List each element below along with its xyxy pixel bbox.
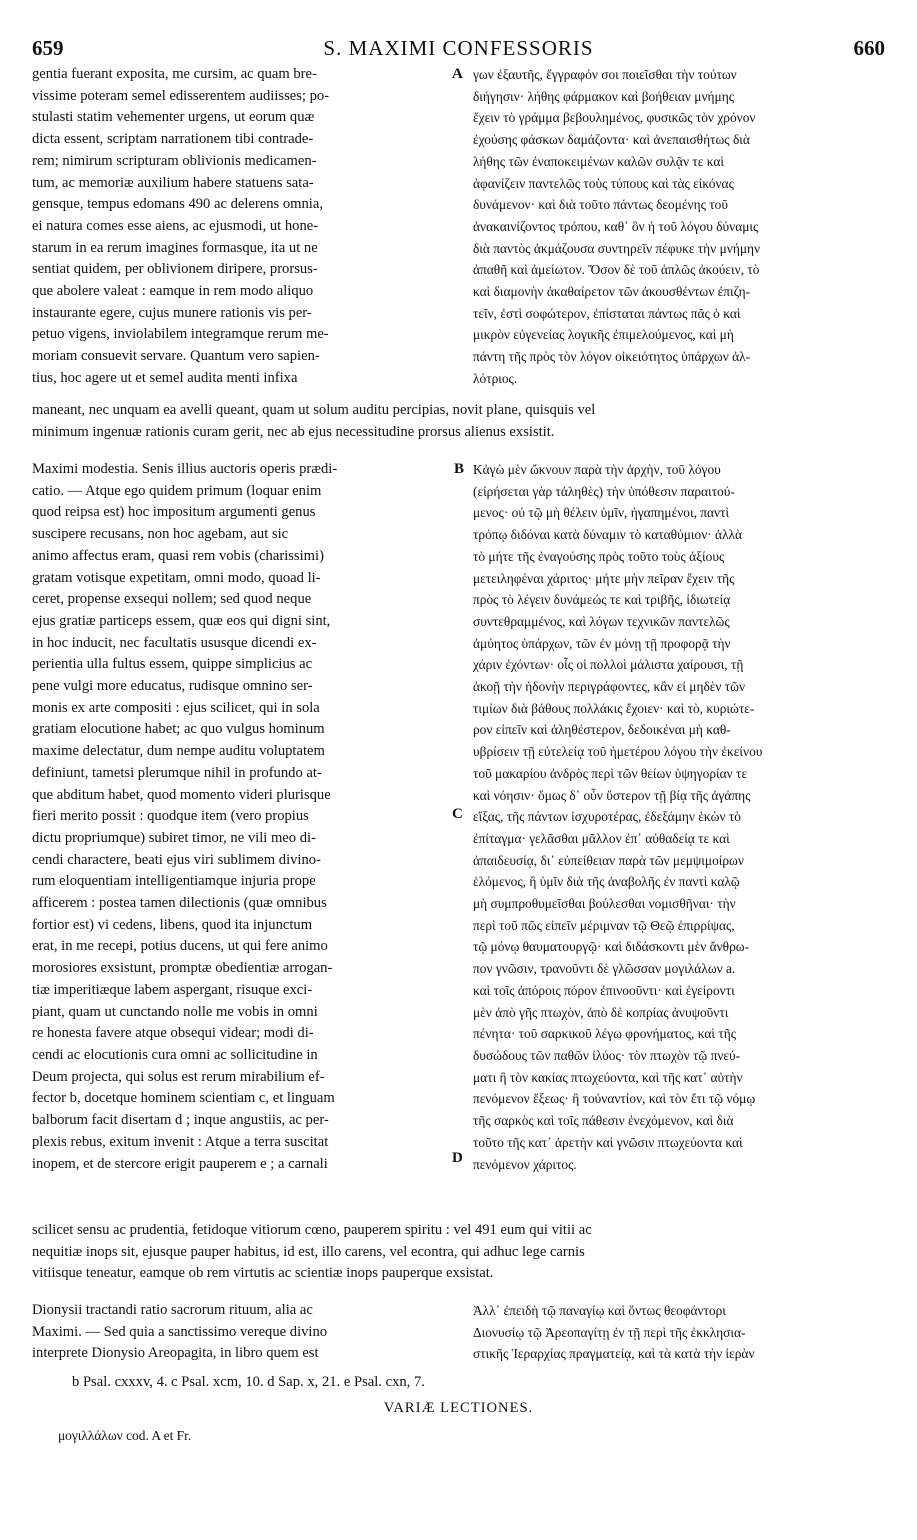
latin-text-line: que abditum habet, quod momento videri plurisque xyxy=(32,786,331,803)
latin-text-line: definiunt, tametsi plerumque nihil in profundo at- xyxy=(32,764,322,781)
greek-text-line: ἀφανίζειν παντελῶς τοὺς τύπους καὶ τὰς εἰκόνας xyxy=(473,175,734,191)
greek-text-line: πένητα· τοῦ σαρκικοῦ λέγω φρονήματος, καὶ τῆς xyxy=(473,1026,737,1042)
greek-text-line: δυνάμενον· καὶ διὰ τοῦτο πάντως δεομένης τοῦ xyxy=(473,197,728,213)
greek-text-line: διήγησιν· λήθης φάρμακον καὶ βοήθειαν μνήμης xyxy=(473,88,735,104)
latin-text-line: quod reipsa est) hoc impositum argumenti genus xyxy=(32,504,316,521)
latin-text-line: Deum projecta, qui solus est rerum mirabilium ef- xyxy=(32,1068,325,1085)
latin-text-line: piant, quam ut cunctando nolle me vobis in omni xyxy=(32,1003,318,1020)
greek-text-line: μὲν ἀπὸ γῆς πτωχὸν, ἀπὸ δὲ κοπρίας ἀνυψοῦντι xyxy=(473,1004,729,1020)
greek-text-line: λήθης τῶν ἐναποκειμένων καλῶν συλᾷν τε καὶ xyxy=(473,153,724,169)
greek-text-line: γων ἐξαυτῆς, ἔγγραφόν σοι ποιεῖσθαι τὴν τούτων xyxy=(473,67,737,82)
latin-text-line: gensque, tempus edomans 490 ac delerens omnia, xyxy=(32,196,323,213)
latin-column-section-1 xyxy=(32,64,445,390)
greek-text-line: τιμίων διὰ βάθους πολλάκις ἔχοιεν· καὶ τὸ, κυριώτε- xyxy=(473,700,755,716)
page-number-right: 660 xyxy=(853,36,885,60)
latin-text-line: nequitiæ inops sit, ejusque pauper habitus, id est, illo carens, vel econtra, qui adhuc lege carnis xyxy=(32,1243,585,1260)
latin-text-line: ejus gratiæ particeps essem, quæ eos qui digni sint, xyxy=(32,612,331,629)
latin-text-line: balborum facit disertam d ; inque angustiis, ac per- xyxy=(32,1112,329,1129)
page-header xyxy=(32,36,885,62)
latin-text-line: inopem, et de stercore erigit pauperem e ; a carnali xyxy=(32,1155,328,1172)
latin-text-line: fector b, docetque hominem scientiam c, et linguam xyxy=(32,1090,335,1107)
latin-text-line: vissime poteram semel edisserentem audiisses; po- xyxy=(32,87,330,104)
margin-marker-a: A xyxy=(452,66,463,82)
latin-text-line: minimum ingenuæ rationis curam gerit, nec ab ejus necessitudine prorsus alienus exsistit. xyxy=(32,423,555,440)
latin-text-line: pene vulgi more educatus, rudisque omnino ser- xyxy=(32,678,313,695)
greek-text-line: τεῖν, ἐστὶ σοφώτερον, ἐπίσταται πάντως πᾶς ὁ καὶ xyxy=(473,305,741,321)
variant-reading: μογιλλάλων cod. A et Fr. xyxy=(58,1428,192,1443)
full-width-text-section-1 xyxy=(32,400,885,443)
latin-text-line: monis ex arte compositi : ejus scilicet, qui in sola xyxy=(32,699,320,716)
greek-text-line: πάντη τῆς πρὸς τὸν λόγον οἰκειότητος ὑπάρχων ἀλ- xyxy=(473,349,751,365)
page-number-left: 659 xyxy=(32,36,64,60)
latin-text-line: tius, hoc agere ut et semel audita menti infixa xyxy=(32,369,298,386)
greek-text-line: εἴξας, τῆς πάντων ἰσχυροτέρας, ἐδεξάμην ἑκὼν τὸ xyxy=(473,809,741,825)
latin-text-line: starum in ea rerum imagines formasque, ita ut ne xyxy=(32,239,318,256)
latin-text-line: maneant, nec unquam ea avelli queant, quam ut solum auditu percipias, novit plane, quisquis vel xyxy=(32,402,596,418)
variae-lectiones-heading: VARIÆ LECTIONES. xyxy=(383,1400,534,1416)
greek-text-line: υβρίσειν τῇ εὐτελείᾳ τοῦ ἡμετέρου λόγου τὴν ἐκείνου xyxy=(473,744,763,760)
greek-text-line: ἔχειν τὸ γράμμα βεβουλημένος, φυσικῶς τὸν χρόνον xyxy=(473,110,756,126)
latin-text-line: cendi ac elocutionis cura omni ac sollicitudine in xyxy=(32,1046,318,1063)
latin-text-line: morosiores exsistunt, promptæ obedientiæ arrogan- xyxy=(32,960,333,977)
latin-text-line: rem; nimirum scripturam oblivionis medicamen- xyxy=(32,152,317,169)
latin-text-line: rum eloquentiam intelligentiamque injuria prope xyxy=(32,873,316,890)
latin-text-line: sentiat quidem, per oblivionem diripere, prorsus- xyxy=(32,261,318,278)
greek-text-line: καὶ τοῖς ἀπόροις πόρον ἐπινοοῦντι· καὶ ἐγείροντι xyxy=(473,982,735,998)
greek-text-line: τῷ μόνῳ θαυματουργῷ· καὶ διδάσκοντι μὲν ἄνθρω- xyxy=(473,939,750,955)
running-title: S. MAXIMI CONFESSORIS xyxy=(323,36,594,60)
latin-text-line: cendi charactere, beati ejus viri sublimem divino- xyxy=(32,851,321,868)
greek-text-line: ἀμύητος ὑπάρχων, τῶν ἐν μόνῃ τῇ προφορᾷ τὴν xyxy=(473,635,731,651)
latin-text-line: tiæ imperitiæque labem aspergant, risuque exci- xyxy=(32,981,313,998)
greek-text-line: καὶ νόησιν· ὅμως δ᾽ οὖν ὕστερον τῇ βίᾳ τῆς ἀγάπης xyxy=(473,787,751,803)
latin-text-line: que abolere valeat : eamque in rem modo aliquo xyxy=(32,283,314,300)
latin-text-line: erat, in me recepi, potius ducens, ut qui fere animo xyxy=(32,938,328,955)
greek-text-line: ἐπίταγμα· γελᾶσθαι μᾶλλον ἐπ᾽ αὐθαδείᾳ τε καὶ xyxy=(473,830,730,846)
margin-marker-b: B xyxy=(454,461,465,477)
latin-text-line: catio. — Atque ego quidem primum (loquar enim xyxy=(32,482,322,499)
greek-text-line: πενόμενον ἕξεως· ἢ τοὐναντίον, καὶ τὸν ἔτι τῷ νόμῳ xyxy=(473,1091,756,1107)
greek-text-line: ἀκοῇ τὴν ἡδονὴν περιγράφοντες, κἂν εἰ μηδὲν τῶν xyxy=(473,679,746,695)
latin-text-line: fortior est) vi cedens, libens, quod ita injunctum xyxy=(32,916,313,933)
greek-text-line: τρόπῳ διδόναι κατὰ δύναμιν τὸ καταθύμιον· ἀλλὰ xyxy=(473,527,743,543)
latin-text-line: ceret, propense exsequi nollem; sed quod neque xyxy=(32,591,312,608)
latin-text-line: re honesta favere atque obsequi videar; modi di- xyxy=(32,1025,314,1042)
greek-text-line: συντεθραμμένος, καὶ λόγων τεχνικῶν παντελῶς xyxy=(473,613,730,629)
latin-text-line: Maximi. — Sed quia a sanctissimo vereque divino xyxy=(32,1323,328,1340)
latin-text-line: Maximi modestia. Senis illius auctoris operis prædi- xyxy=(32,461,338,477)
latin-text-line: ei natura comes esse aiens, ac ejusmodi, ut hone- xyxy=(32,217,319,234)
greek-text-line: τοῦ μακαρίου ἀνδρὸς περὶ τῶν θείων ὑψηγορίαν τε xyxy=(473,765,748,781)
greek-text-line: ἑλόμενος, ἢ ὑμῖν διὰ τῆς ἀναβολῆς ἐν παντὶ καλῷ xyxy=(473,874,740,890)
greek-text-line: περὶ τοῦ πῶς εἰπεῖν μέριμναν τῷ Θεῷ ἐπιρρίψας, xyxy=(473,917,735,933)
latin-text-line: fieri merito possit : quodque item (vero propius xyxy=(32,808,309,825)
greek-text-line: καὶ διαμονὴν ἀκαθαίρετον τῶν ἀκουσθέντων ἐπιζη- xyxy=(473,284,751,300)
greek-text-line: μετειληφέναι χάριτος· μήτε μὴν πεῖραν ἔχειν τῆς xyxy=(473,570,735,586)
latin-text-line: dictu propriumque) subiret timor, ne vili meo di- xyxy=(32,829,316,846)
latin-text-line: scilicet sensu ac prudentia, fetidoque vitiorum cœno, pauperem spiritu : vel 491 eum qui vitii ac xyxy=(32,1222,592,1238)
greek-text-line: μικρὸν εὐγενείας λογικῆς ἐπιμελούμενος, καὶ μὴ xyxy=(473,327,734,343)
greek-column-section-3 xyxy=(473,1300,885,1365)
latin-text-line: gentia fuerant exposita, me cursim, ac quam bre- xyxy=(32,66,317,82)
latin-text-line: in hoc inducit, nec facultatis ususque dicendi ex- xyxy=(32,634,317,651)
full-width-text-section-2 xyxy=(32,1220,885,1285)
latin-text-line: stulasti statim vehementer urgens, ut eorum quæ xyxy=(32,109,315,126)
latin-text-line: suscipere recusans, non hoc agebam, aut sic xyxy=(32,526,289,543)
greek-text-line: τὸ μήτε τῆς ἐναγούσης πρὸς τοῦτο τοὺς ἀξίους xyxy=(473,548,725,564)
greek-text-line: πον γνῶσιν, τρανοῦντι δὲ γλῶσσαν μογιλάλων a. xyxy=(473,961,736,977)
greek-text-line: στικῆς Ἱεραρχίας πραγματείᾳ, καὶ τὰ κατὰ τὴν ἱερὰν xyxy=(473,1346,755,1362)
latin-text-line: afficerem : postea tamen dilectionis (quæ omnibus xyxy=(32,895,327,912)
latin-column-section-2 xyxy=(32,459,445,1175)
greek-text-line: (εἰρήσεται γὰρ τἀληθὲς) τὴν ὑπόθεσιν παραιτού- xyxy=(473,483,735,499)
latin-text-line: petuo vigens, inviolabilem integramque rerum me- xyxy=(32,326,329,343)
greek-text-line: Κἀγὼ μὲν ὤκνουν παρὰ τὴν ἀρχὴν, τοῦ λόγου xyxy=(473,462,721,477)
greek-text-line: ἀπαιδευσίᾳ, δι᾽ εὐπείθειαν παρὰ τῶν μεμψιμοίρων xyxy=(473,852,744,868)
margin-marker-c: C xyxy=(452,806,463,822)
latin-text-line: perientia ulla fultus essem, quippe simplicius ac xyxy=(32,656,313,673)
greek-text-line: ρον εἰπεῖν καὶ ἀληθέστερον, δεδοικέναι μὴ καθ- xyxy=(473,722,731,738)
greek-text-line: ἀπαθῆ καὶ ἀμείωτον. Ὅσον δὲ τοῦ ἁπλῶς ἀκούειν, τὸ xyxy=(473,262,760,278)
latin-column-section-3 xyxy=(32,1300,445,1365)
latin-text-line: moriam consuevit servare. Quantum vero sapien- xyxy=(32,348,320,365)
latin-text-line: vitiisque teneatur, eamque ob rem virtutis ac scientiæ inops pauperque exsistat. xyxy=(32,1265,494,1282)
latin-text-line: gratam votisque expetitam, omni modo, quoad li- xyxy=(32,569,321,586)
latin-text-line: instaurante egere, cujus munere rationis vis per- xyxy=(32,304,312,321)
latin-text-line: tum, ac memoriæ auxilium habere statuens sata- xyxy=(32,174,314,191)
greek-text-line: δυσώδους τῶν παθῶν ἰλύος· τὸν πτωχὸν τῷ πνεύ- xyxy=(473,1047,741,1063)
latin-text-line: maxime delectatur, dum nempe auditu voluptatem xyxy=(32,743,325,760)
greek-column-section-1 xyxy=(473,64,885,390)
greek-text-line: διὰ παντὸς ἀκμάζουσα συντηρεῖν πέφυκε τὴν μνήμην xyxy=(473,240,761,256)
latin-text-line: dicta essent, scriptam narrationem tibi contrade- xyxy=(32,131,314,148)
latin-text-line: gratiam elocutione habet; ac quo vulgus hominum xyxy=(32,721,325,738)
latin-text-line: Dionysii tractandi ratio sacrorum rituum, alia ac xyxy=(32,1302,313,1318)
greek-text-line: πενόμενον χάριτος. xyxy=(473,1156,577,1172)
greek-text-line: μενος· οὐ τῷ μὴ θέλειν ὑμῖν, ἠγαπημένοι, παντὶ xyxy=(473,505,730,521)
footnote-references: b Psal. cxxxv, 4. c Psal. xcm, 10. d Sap. x, 21. e Psal. cxn, 7. xyxy=(72,1374,425,1390)
greek-text-line: τοῦτο τῆς κατ᾽ ἀρετὴν καὶ γνῶσιν πτωχεύοντα καὶ xyxy=(473,1134,743,1150)
greek-text-line: ματι ἢ τὸν κακίας πτωχεύοντα, καὶ τῆς κατ᾽ αὐτὴν xyxy=(473,1069,743,1085)
greek-text-line: λότριος. xyxy=(473,370,518,386)
latin-text-line: plexis rebus, exitum invenit : Atque a terra suscitat xyxy=(32,1133,329,1150)
greek-text-line: τῆς σαρκὸς καὶ τοῖς πάθεσιν ἐνεχόμενον, καὶ διὰ xyxy=(473,1113,734,1129)
latin-text-line: animo affectus eram, quasi rem vobis (charissimi) xyxy=(32,547,324,564)
greek-text-line: χάριν ἐχόντων· οἷς οἱ πολλοὶ μάλιστα χαίρουσι, τῇ xyxy=(473,657,744,673)
greek-text-line: πρὸς τὸ λέγειν δυνάμεώς τε καὶ τριβῆς, ἰδιωτείᾳ xyxy=(473,592,731,608)
greek-text-line: Ἀλλ᾽ ἐπειδὴ τῷ παναγίῳ καὶ ὄντως θεοφάντορι xyxy=(473,1303,726,1318)
greek-text-line: ἀνακαινίζοντος τρόπου, καθ᾽ ὃν ἡ τοῦ λόγου δύναμις xyxy=(473,218,759,234)
latin-text-line: interprete Dionysio Areopagita, in libro quem est xyxy=(32,1345,319,1362)
greek-text-line: μὴ συμπροθυμεῖσθαι βούλεσθαι νομισθῆναι· τὴν xyxy=(473,896,736,912)
greek-column-section-2 xyxy=(473,459,885,1175)
greek-text-line: Διονυσίῳ τῷ Ἀρεοπαγίτῃ ἐν τῇ περὶ τῆς ἐκκλησια- xyxy=(473,1324,746,1340)
margin-marker-d: D xyxy=(452,1150,463,1166)
greek-text-line: ἐχούσης φάσκων δαμάζοντα· καὶ ἀνεπαισθήτως διὰ xyxy=(473,132,750,148)
